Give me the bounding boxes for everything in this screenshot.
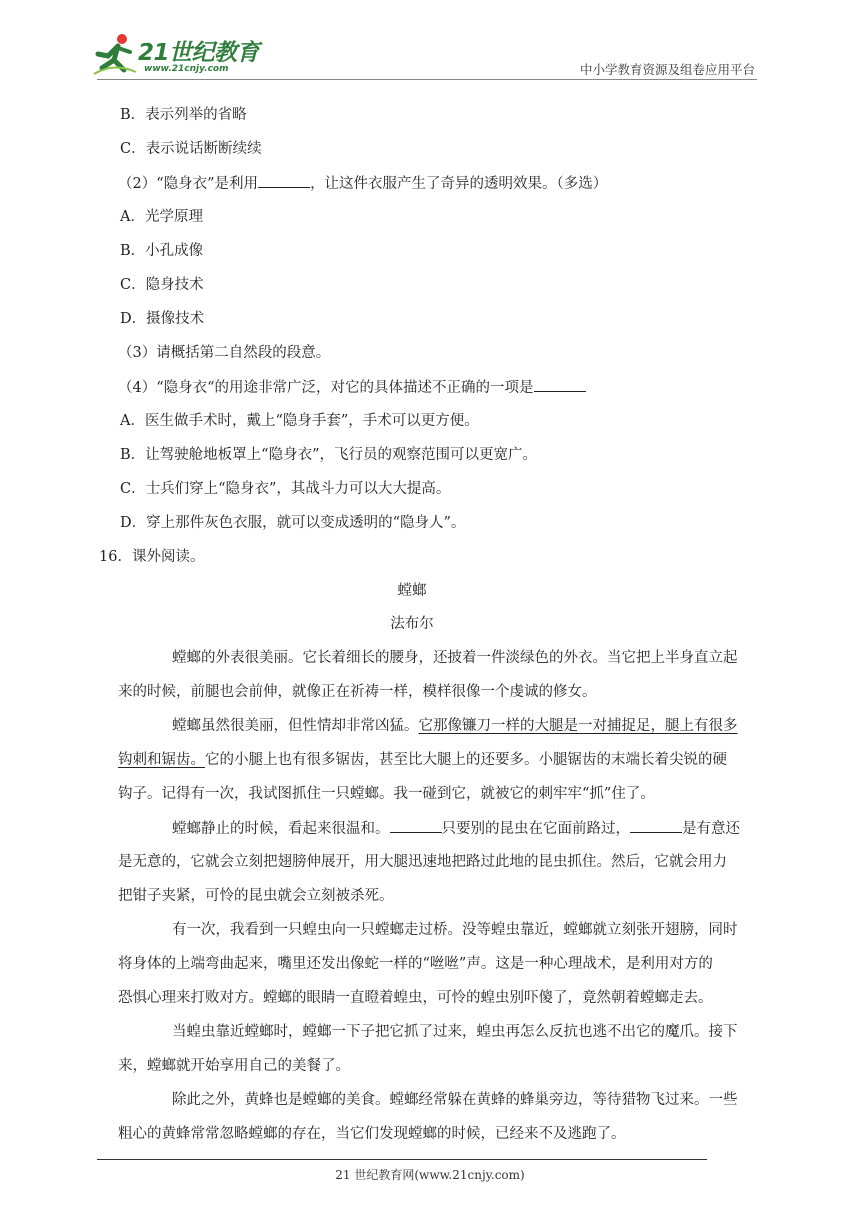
q15-sub4-option-c: C．士兵们穿上“隐身衣”，其战斗力可以大大提高。 (120, 481, 451, 497)
underlined-sentence-end: 钩刺和锯齿。 (118, 752, 205, 768)
paragraph-6-line-2: 粗心的黄蜂常常忽略螳螂的存在，当它们发现螳螂的时候，已经来不及逃跑了。 (118, 1126, 626, 1142)
paragraph-3-line-2: 是无意的，它就会立刻把翅膀伸展开，用大腿迅速地把路过此地的昆虫抓住。然后，它就会用力 (118, 854, 727, 870)
paragraph-4-line-3: 恐惧心理来打败对方。螳螂的眼睛一直瞪着蝗虫，可怜的蝗虫别吓傻了，竟然朝着螳螂走去。 (118, 990, 713, 1006)
q15-sub3: （3）请概括第二自然段的段意。 (118, 345, 331, 361)
q15-sub4-option-a: A．医生做手术时，戴上“隐身手套”，手术可以更方便。 (120, 413, 479, 429)
q15-sub2-option-d: D．摄像技术 (120, 311, 205, 327)
answer-blank (258, 173, 310, 188)
page-footer: 21 世纪教育网(www.21cnjy.com) (335, 1168, 525, 1182)
answer-blank (390, 818, 442, 833)
paragraph-3-line-3: 把钳子夹紧，可怜的昆虫就会立刻被杀死。 (118, 888, 394, 904)
footer-divider (97, 1159, 707, 1160)
q15-sub2-pre: （2）“隐身衣”是利用 (118, 176, 259, 192)
site-logo (92, 32, 262, 82)
paragraph-4-line-1: 有一次，我看到一只蝗虫向一只螳螂走过桥。没等蝗虫靠近，螳螂就立刻张开翅膀，同时 (172, 922, 738, 938)
paragraph-1-line-2: 来的时候，前腿也会前伸，就像正在祈祷一样，模样很像一个虔诚的修女。 (118, 684, 597, 700)
logo-url: www.21cnjy.com (144, 64, 229, 74)
runner-logo-icon (92, 32, 138, 76)
q15-sub4-text: （4）“隐身衣“的用途非常广泛，对它的具体描述不正确的一项是 (118, 380, 534, 396)
page-header (0, 0, 860, 90)
underlined-sentence: 它那像镰刀一样的大腿是一对捕捉足，腿上有很多 (418, 718, 738, 734)
q15-sub2-option-a: A．光学原理 (120, 209, 203, 225)
paragraph-3-line-1-c: 是有意还 (682, 821, 740, 837)
article-title: 螳螂 (397, 583, 427, 599)
q16-label: 16．课外阅读。 (99, 549, 205, 565)
q15-sub4-option-d: D．穿上那件灰色衣服，就可以变成透明的“隐身人”。 (120, 515, 466, 531)
article-author: 法布尔 (390, 616, 434, 632)
q15-sub2-option-c: C．隐身技术 (120, 277, 204, 293)
paragraph-2-line-2-b: 它的小腿上也有很多锯齿，甚至比大腿上的还要多。小腿锯齿的末端长着尖锐的硬 (205, 752, 727, 768)
header-divider (97, 79, 757, 80)
paragraph-1-line-1: 螳螂的外表很美丽。它长着细长的腰身，还披着一件淡绿色的外衣。当它把上半身直立起 (172, 650, 738, 666)
q15-sub2 (118, 173, 607, 194)
paragraph-3-line-1-a: 螳螂静止的时候，看起来很温和。 (172, 821, 390, 837)
answer-blank (534, 377, 586, 392)
q15-sub4-option-b: B．让驾驶舱地板罩上“隐身衣”，飞行员的观察范围可以更宽广。 (120, 447, 537, 463)
logo-text: 21世纪教育 (138, 40, 260, 66)
q15-sub2-post: ，让这件衣服产生了奇异的透明效果。（多选） (310, 176, 608, 192)
paragraph-4-line-2: 将身体的上端弯曲起来，嘴里还发出像蛇一样的“咝咝”声。这是一种心理战术，是利用对方的 (118, 956, 713, 972)
q15-option-c: C．表示说话断断续续 (120, 141, 262, 157)
paragraph-5-line-2: 来，螳螂就开始享用自己的美餐了。 (118, 1058, 350, 1074)
paragraph-2-line-3: 钩子。记得有一次，我试图抓住一只螳螂。我一碰到它，就被它的刺牢牢“抓”住了。 (118, 786, 655, 802)
paragraph-3-line-1-b: 只要别的昆虫在它面前路过， (441, 821, 630, 837)
paragraph-6-line-1: 除此之外，黄蜂也是螳螂的美食。螳螂经常躲在黄蜂的蜂巢旁边，等待猎物飞过来。一些 (172, 1092, 738, 1108)
header-platform-text: 中小学教育资源及组卷应用平台 (579, 62, 755, 77)
paragraph-2-line-1-a: 螳螂虽然很美丽，但性情却非常凶猛。 (172, 718, 419, 734)
paragraph-5-line-1: 当蝗虫靠近螳螂时，螳螂一下子把它抓了过来，蝗虫再怎么反抗也逃不出它的魔爪。接下 (172, 1024, 738, 1040)
paragraph-2-line-1 (172, 716, 738, 736)
q15-sub2-option-b: B．小孔成像 (120, 243, 204, 259)
q15-sub4 (118, 377, 586, 398)
answer-blank (630, 818, 682, 833)
paragraph-3-line-1 (172, 818, 740, 839)
paragraph-2-line-2 (118, 750, 727, 770)
q15-option-b: B．表示列举的省略 (120, 107, 247, 123)
